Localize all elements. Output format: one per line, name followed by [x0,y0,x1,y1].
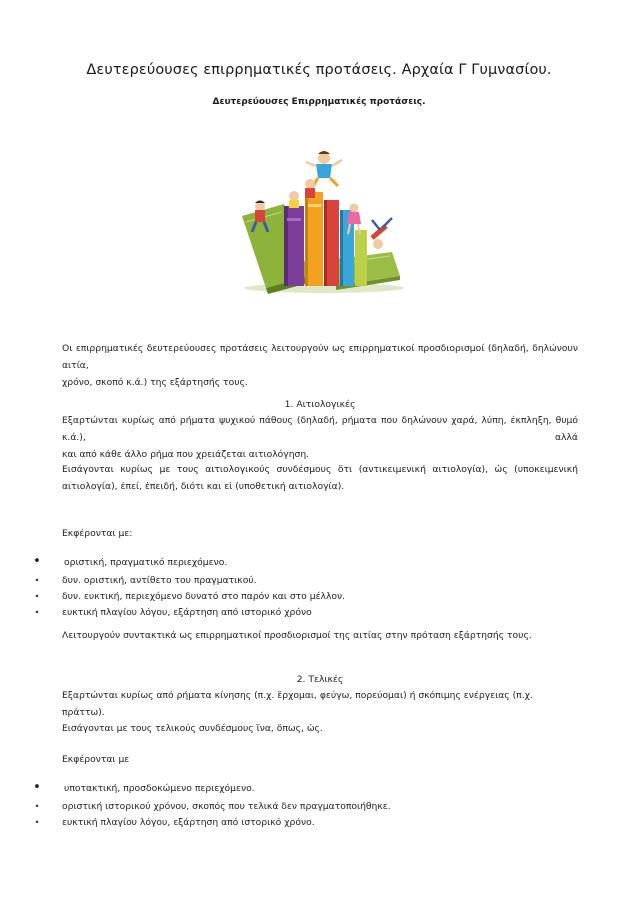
bullet-icon: • [34,802,40,811]
intro-paragraph [62,340,578,391]
intro-line-1: Οι επιρρηματικές δευτερεύουσες προτάσεις λειτουργούν ως επιρρηματικοί προσδιορισμοί (δηλαδή, δηλώνουν αιτία, [62,343,578,371]
page-subtitle: Δευτερεύουσες Επιρρηματικές προτάσεις. [212,97,426,107]
section-1-p1-line-1: Εξαρτώνται κυρίως από ρήματα ψυχικού πάθους (δηλαδή, ρήματα που δηλώνουν χαρά, λύπη, έκπληξη, θυμό κ.ά.), αλλά [62,415,578,443]
section-1-p1-line-2: και από κάθε άλλο ρήμα που χρειάζεται αιτιολόγηση. [62,449,310,460]
bullet-icon: • [33,780,41,795]
section-1-paragraph-1 [62,412,578,463]
bullet-icon: • [34,592,40,601]
section-1-p2-line-1: Εισάγονται κυρίως με τους αιτιολογικούς συνδέσμους ὅτι (αντικειμενική αιτιολογία), ὡς (υποκειμενική [62,464,578,475]
bullet-icon: • [34,576,40,585]
section-2-paragraph-1: Εξαρτώνται κυρίως από ρήματα κίνησης (π.χ. ἔρχομαι, φεύγω, πορεύομαι) ή σκόπιμης ενέργειας (π.χ. πράττω). [62,690,533,718]
intro-line-2: χρόνο, σκοπό κ.ά.) της εξάρτησής τους. [62,377,248,388]
section-1-expressed: Εκφέρονται με: [62,528,133,539]
bullet-icon: • [33,554,41,569]
children-on-books-illustration [232,148,408,296]
section-1-heading: 1. Αιτιολογικές [284,399,356,410]
section-2-heading: 2. Τελικές [296,674,344,685]
section-1-function: Λειτουργούν συντακτικά ως επιρρηματικοί προσδιορισμοί της αιτίας στην πρόταση εξάρτησής τους. [62,630,532,641]
document-page: Δευτερεύουσες επιρρηματικές προτάσεις. Αρχαία Γ Γυμνασίου. Δευτερεύουσες Επιρρηματικές προτάσεις. Οι επιρρηματικές δευτερεύουσες προτάσεις λειτουργούν ως επιρρηματικοί προσδιορισμοί (δηλαδή, δηλώνουν αιτία, χρόνο, σκοπό κ.ά.) της εξάρτησής τους. 1. Αιτιολογικές Εξαρτώνται κυρίως από ρήματα ψυχικού πάθους (δηλαδή, ρήματα που δηλώνουν χαρά, λύπη, έκπληξη, θυμό κ.ά.), αλλά και από κάθε άλλο ρήμα που χρειάζεται αιτιολόγηση. Εισάγονται κυρίως με τους αιτιολογικούς συνδέσμους ὅτι (αντικειμενική αιτιολογία), ὡς (υποκειμενική αιτιολογία), ἐπεί, ἐπειδή, διότι και εἰ (υποθετική αιτιολογία). Εκφέρονται με: • οριστική, πραγματικό περιεχόμενο. • δυν. οριστική, αντίθετο του πραγματικού. • δυν. ευκτική, περιεχόμενο δυνατό στο παρόν και στο μέλλον. • ευκτική πλαγίου λόγου, εξάρτηση από ιστορικό χρόνο Λειτουργούν συντακτικά ως επιρρηματικοί προσδιορισμοί της αιτίας στην πρόταση εξάρτησής τους. 2. Τελικές Εξαρτώνται κυρίως από ρήματα κίνησης (π.χ. ἔρχομαι, φεύγω, πορεύομαι) ή σκόπιμης ενέργειας (π.χ. πράττω). Εισάγονται με τους τελικούς συνδέσμους ἵνα, ὅπως, ὡς. Εκφέρονται με • υποτακτική, προσδοκώμενο περιεχόμενο. • οριστική ιστορικού χρόνου, σκοπός που τελικά δεν πραγματοποιήθηκε. • ευκτική πλαγίου λόγου, εξάρτηση από ιστορικό χρόνο. [0,0,638,903]
section-2-expressed: Εκφέρονται με [62,754,130,765]
bullet-icon: • [34,818,40,827]
page-title: Δευτερεύουσες επιρρηματικές προτάσεις. Αρχαία Γ Γυμνασίου. [86,62,552,78]
section-1-p2-line-2: αιτιολογία), ἐπεί, ἐπειδή, διότι και εἰ (υποθετική αιτιολογία). [62,481,345,492]
bullet-icon: • [34,608,40,617]
section-2-paragraph-2: Εισάγονται με τους τελικούς συνδέσμους ἵνα, ὅπως, ὡς. [62,723,323,734]
section-1-paragraph-2 [62,461,578,495]
